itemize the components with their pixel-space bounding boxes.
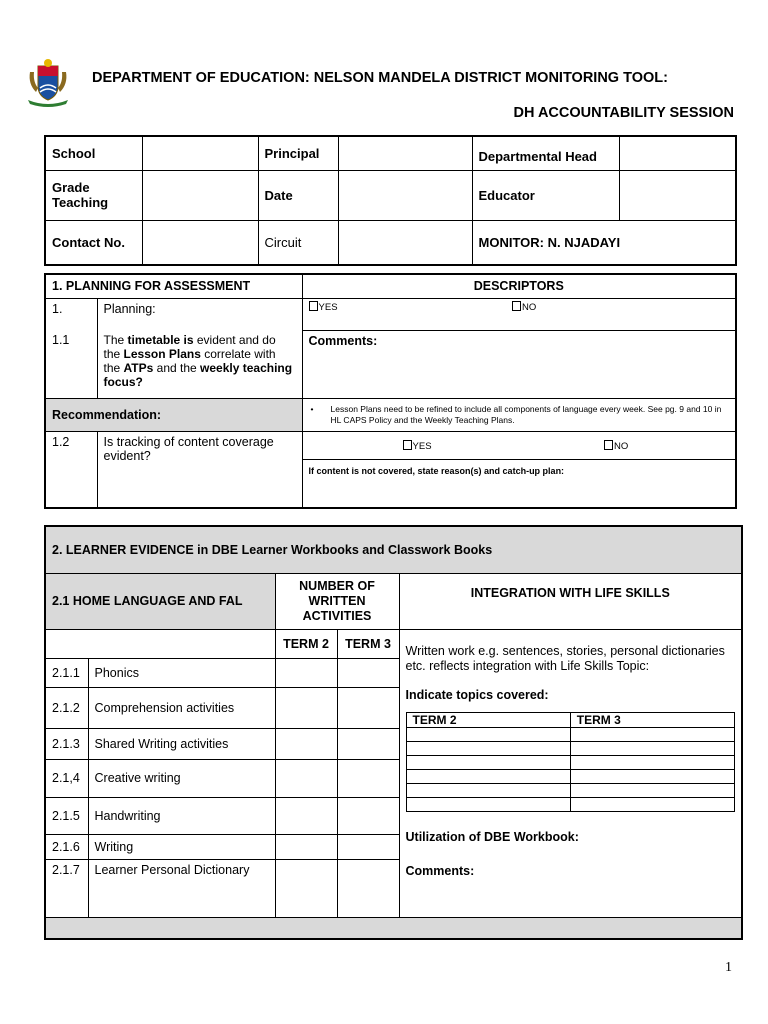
row-label: Learner Personal Dictionary xyxy=(88,859,275,917)
term-2-count[interactable] xyxy=(275,834,337,859)
topic-cell[interactable] xyxy=(570,727,734,741)
learner-section-title: 2. LEARNER EVIDENCE in DBE Learner Workbooks and Classwork Books xyxy=(45,526,742,573)
item-number: 1.1 xyxy=(45,330,97,398)
row-number: 2.1.1 xyxy=(45,658,88,687)
no-option[interactable]: NO xyxy=(604,441,628,452)
topic-cell[interactable] xyxy=(570,783,734,797)
term-3-count[interactable] xyxy=(337,834,399,859)
planning-section-title: 1. PLANNING FOR ASSESSMENT xyxy=(45,274,302,298)
question-1-1: The timetable is evident and do the Lesson Plans correlate with the ATPs and the weekly teaching focus? xyxy=(97,330,302,398)
integration-cell xyxy=(399,629,742,917)
term-3-count[interactable] xyxy=(337,759,399,797)
topics-table xyxy=(406,712,736,812)
term-2-count[interactable] xyxy=(275,658,337,687)
row-number: 2.1.7 xyxy=(45,859,88,917)
yes-option[interactable]: YES xyxy=(403,440,601,452)
recommendation-text: • Lesson Plans need to be refined to include all components of language every week. See pg. 9 and 10 in HL CAPS Policy and the Weekly Teaching Plans. xyxy=(302,398,736,431)
utilization-label: Utilization of DBE Workbook: xyxy=(405,829,579,844)
topics-term-3-header: TERM 3 xyxy=(570,712,734,727)
checkbox-icon[interactable] xyxy=(512,301,521,311)
topic-cell[interactable] xyxy=(406,741,570,755)
topic-cell[interactable] xyxy=(406,755,570,769)
school-field[interactable] xyxy=(142,136,258,170)
row-label: Writing xyxy=(88,834,275,859)
planning-label: Planning: xyxy=(97,298,302,330)
written-work-text: Written work e.g. sentences, stories, personal dictionaries etc. reflects integration with Life Skills Topic: xyxy=(405,643,725,673)
number-written-header: NUMBER OF WRITTEN ACTIVITIES xyxy=(275,573,399,629)
grade-teaching-label: Grade Teaching xyxy=(45,170,142,220)
term-3-count[interactable] xyxy=(337,859,399,917)
document-subtitle: DH ACCOUNTABILITY SESSION xyxy=(513,105,734,121)
row-number: 2.1.3 xyxy=(45,728,88,759)
item-number: 1.2 xyxy=(45,431,97,459)
term-3-count[interactable] xyxy=(337,797,399,834)
row-label: Comprehension activities xyxy=(88,687,275,728)
document-title: DEPARTMENT OF EDUCATION: NELSON MANDELA DISTRICT MONITORING TOOL: xyxy=(92,70,668,86)
educator-field[interactable] xyxy=(619,170,736,220)
catchup-plan-field[interactable]: If content is not covered, state reason(s) and catch-up plan: xyxy=(302,459,736,508)
topic-cell[interactable] xyxy=(570,769,734,783)
row-label: Handwriting xyxy=(88,797,275,834)
departmental-head-label: Departmental Head xyxy=(472,136,619,170)
term-3-header: TERM 3 xyxy=(337,629,399,658)
grade-teaching-field[interactable] xyxy=(142,170,258,220)
principal-label: Principal xyxy=(258,136,338,170)
footer-shaded-row xyxy=(45,917,742,939)
question-1-2: Is tracking of content coverage evident? xyxy=(97,431,302,508)
topic-cell[interactable] xyxy=(406,797,570,811)
row-label: Shared Writing activities xyxy=(88,728,275,759)
yes-option[interactable]: YES xyxy=(309,301,509,313)
comments-label: Comments: xyxy=(405,863,475,878)
row-number: 2.1.2 xyxy=(45,687,88,728)
checkbox-icon[interactable] xyxy=(604,440,613,450)
circuit-label: Circuit xyxy=(258,220,338,265)
topic-cell[interactable] xyxy=(406,727,570,741)
term-2-header: TERM 2 xyxy=(275,629,337,658)
topic-cell[interactable] xyxy=(406,783,570,797)
learner-evidence-table xyxy=(44,525,743,940)
page-number: 1 xyxy=(725,960,732,975)
monitor-name: MONITOR: N. NJADAYI xyxy=(472,220,736,265)
planning-table xyxy=(44,273,737,509)
row-label: Phonics xyxy=(88,658,275,687)
principal-field[interactable] xyxy=(338,136,472,170)
row-number: 2.1,4 xyxy=(45,759,88,797)
home-language-header: 2.1 HOME LANGUAGE AND FAL xyxy=(45,573,275,629)
departmental-head-field[interactable] xyxy=(619,136,736,170)
recommendation-label: Recommendation: xyxy=(45,398,302,431)
term-3-count[interactable] xyxy=(337,728,399,759)
no-option[interactable]: NO xyxy=(512,302,536,313)
circuit-field[interactable] xyxy=(338,220,472,265)
topic-cell[interactable] xyxy=(570,741,734,755)
topics-term-2-header: TERM 2 xyxy=(406,712,570,727)
contact-label: Contact No. xyxy=(45,220,142,265)
info-table xyxy=(44,135,737,266)
term-3-count[interactable] xyxy=(337,687,399,728)
coat-of-arms-icon xyxy=(24,58,72,108)
date-field[interactable] xyxy=(338,170,472,220)
contact-field[interactable] xyxy=(142,220,258,265)
topic-cell[interactable] xyxy=(570,797,734,811)
checkbox-icon[interactable] xyxy=(403,440,412,450)
topic-cell[interactable] xyxy=(570,755,734,769)
indicate-topics-label: Indicate topics covered: xyxy=(405,687,549,702)
row-number: 2.1.5 xyxy=(45,797,88,834)
term-2-count[interactable] xyxy=(275,687,337,728)
term-3-count[interactable] xyxy=(337,658,399,687)
educator-label: Educator xyxy=(472,170,619,220)
term-2-count[interactable] xyxy=(275,728,337,759)
comments-field[interactable]: Comments: xyxy=(302,330,736,398)
integration-header: INTEGRATION WITH LIFE SKILLS xyxy=(399,573,742,629)
row-label: Creative writing xyxy=(88,759,275,797)
term-2-count[interactable] xyxy=(275,759,337,797)
date-label: Date xyxy=(258,170,338,220)
topic-cell[interactable] xyxy=(406,769,570,783)
term-2-count[interactable] xyxy=(275,797,337,834)
item-number: 1. xyxy=(45,298,97,330)
row-number: 2.1.6 xyxy=(45,834,88,859)
checkbox-icon[interactable] xyxy=(309,301,318,311)
school-label: School xyxy=(45,136,142,170)
descriptors-header: DESCRIPTORS xyxy=(302,274,736,298)
term-2-count[interactable] xyxy=(275,859,337,917)
